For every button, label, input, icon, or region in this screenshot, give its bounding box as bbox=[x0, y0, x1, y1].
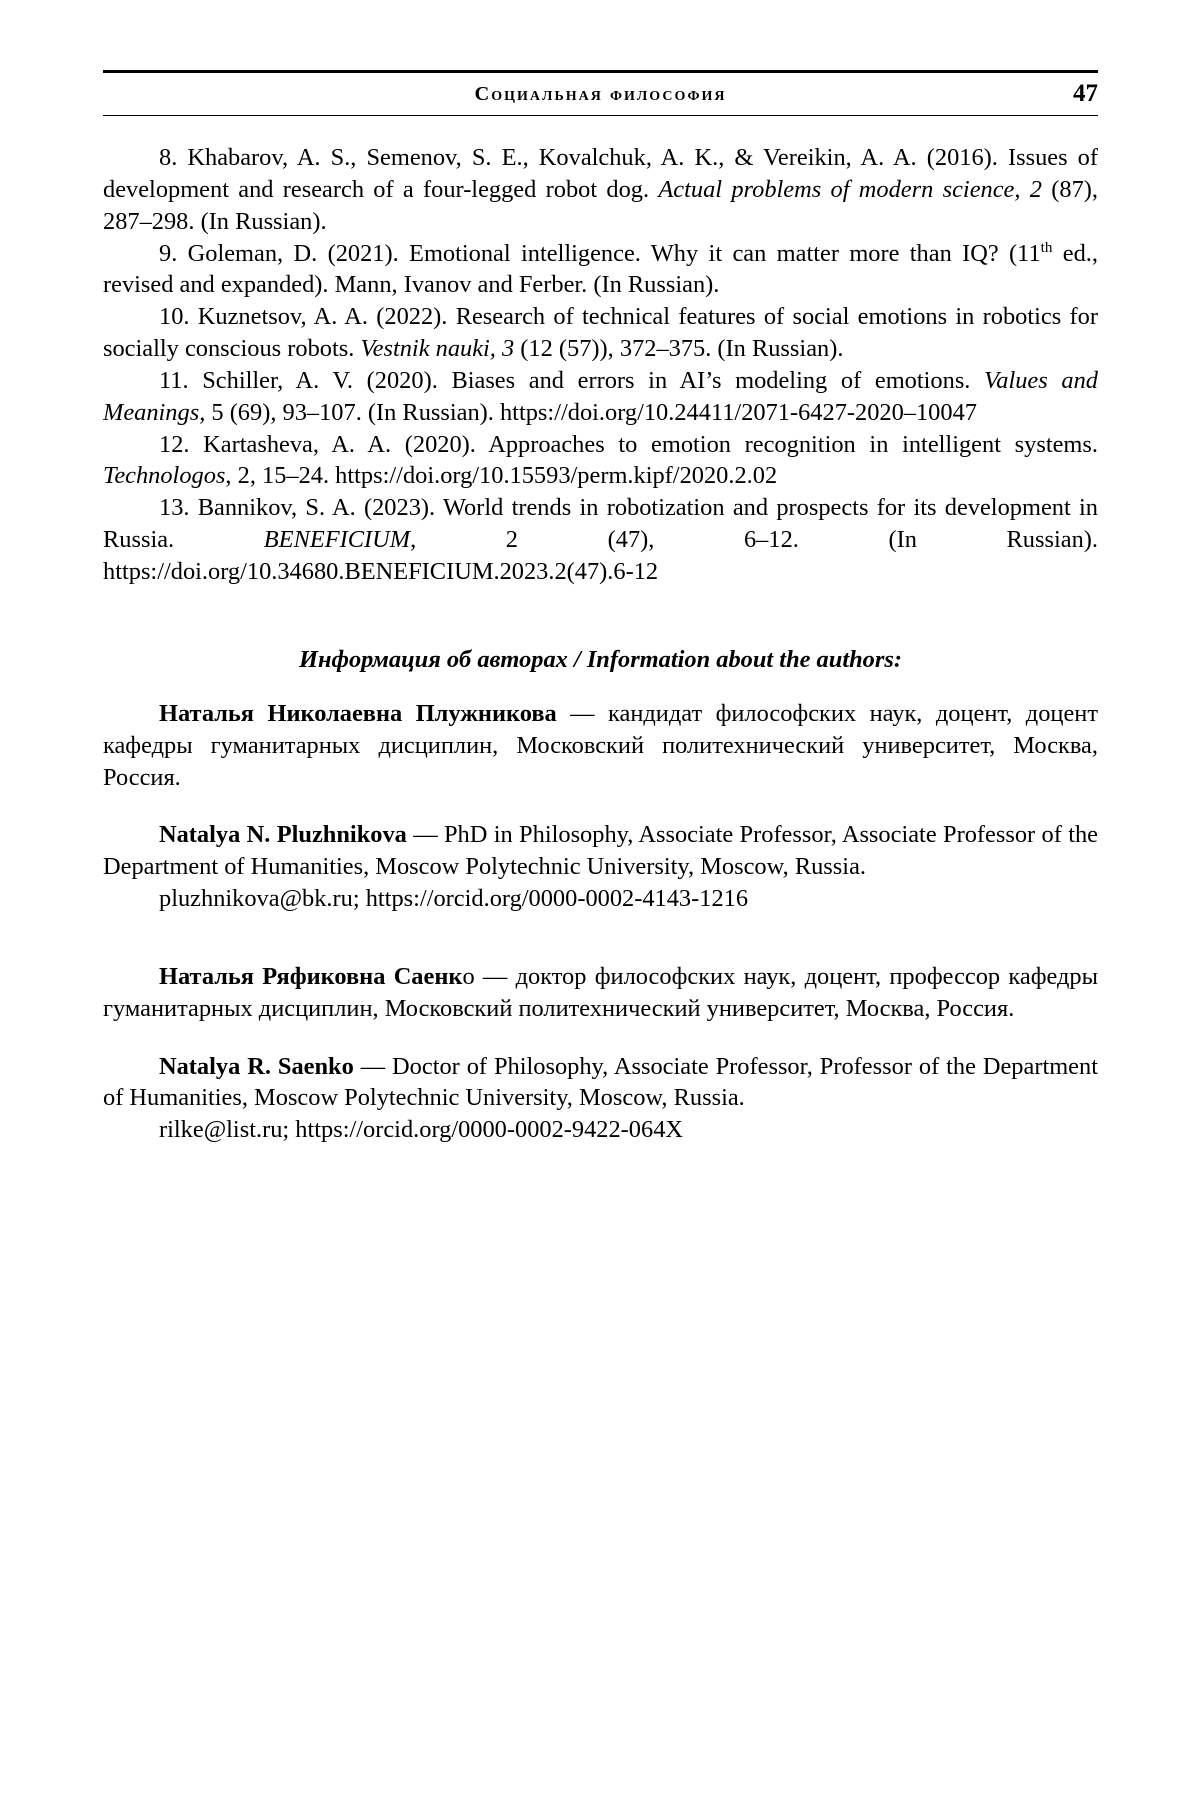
reference-item bbox=[103, 429, 1098, 493]
author-name-ru: Наталья Ряфиковна Саенк bbox=[159, 962, 463, 990]
reference-text-segment: Vestnik nauki, 3 bbox=[360, 335, 515, 363]
reference-text-segment: ed., revised and expanded). Mann, Ivanov and Ferber. (In Russian). bbox=[103, 239, 1098, 299]
author-contact[interactable]: pluzhnikova@bk.ru; https://orcid.org/0000-0002-4143-1216 bbox=[159, 885, 749, 913]
author-entry bbox=[103, 698, 1098, 915]
reference-text-segment: 2 (47), 6–12. (In Russian). https://doi.org/10.34680.BENEFICIUM.2023.2(47).6-12 bbox=[103, 526, 1099, 585]
author-affiliation-en: — Doctor of Philosophy, Associate Professor, Professor of the Department of Humanities, Moscow Polytechnic University, Moscow, Russia. bbox=[103, 1052, 1098, 1112]
author-bio-en bbox=[103, 819, 1098, 883]
reference-text-segment: 12. Kartasheva, A. A. (2020). Approaches to emotion recognition in intelligent systems. bbox=[159, 430, 1098, 458]
author-contact[interactable]: rilke@list.ru; https://orcid.org/0000-0002-9422-064X bbox=[159, 1116, 684, 1144]
reference-item bbox=[103, 238, 1098, 302]
reference-text-segment: (12 (57)), 372–375. (In Russian). bbox=[514, 335, 844, 363]
reference-item bbox=[103, 365, 1098, 429]
author-name-en: Natalya N. Pluzhnikova bbox=[159, 821, 407, 849]
running-head bbox=[103, 73, 1098, 115]
reference-text-segment: Actual problems of modern science, 2 bbox=[658, 175, 1042, 203]
page-number: 47 bbox=[1073, 80, 1098, 107]
reference-list bbox=[103, 142, 1098, 588]
reference-text-segment: 13. Bannikov, S. A. (2023). World trends in robotization and prospects for its development in Russia. bbox=[103, 494, 1098, 554]
reference-text-segment: 9. Goleman, D. (2021). Emotional intelligence. Why it can matter more than IQ? (11 bbox=[159, 239, 1041, 267]
reference-text-segment: 11. Schiller, A. V. (2020). Biases and errors in AI’s modeling of emotions. bbox=[159, 366, 985, 394]
reference-text-segment: Values and Meanings, bbox=[103, 366, 1098, 426]
author-bio-ru bbox=[103, 698, 1098, 794]
reference-item bbox=[103, 492, 1098, 588]
reference-text-segment: BENEFICIUM, bbox=[263, 526, 417, 554]
page-content bbox=[103, 70, 1098, 1146]
running-head-title: Социальная философия bbox=[474, 82, 727, 105]
reference-text-segment: th bbox=[1040, 239, 1053, 256]
reference-text-segment: 10. Kuznetsov, A. A. (2022). Research of technical features of social emotions in robotics for socially conscious robots. bbox=[103, 303, 1098, 363]
author-entry bbox=[103, 961, 1098, 1146]
header-rule-bottom bbox=[103, 115, 1098, 116]
reference-item bbox=[103, 142, 1098, 238]
reference-text-segment: (87), 287–298. (In Russian). bbox=[103, 175, 1098, 235]
authors-list bbox=[103, 698, 1098, 1146]
authors-section-heading: Информация об авторах / Information about the authors: bbox=[299, 645, 902, 673]
author-bio-en bbox=[103, 1051, 1098, 1115]
reference-text-segment: , 2, 15–24. https://doi.org/10.15593/perm.kipf/2020.2.02 bbox=[225, 462, 778, 490]
reference-text-segment: 8. Khabarov, A. S., Semenov, S. E., Kovalchuk, A. K., & Vereikin, A. A. (2016). Issues of development and research of a four-legged robot dog. bbox=[103, 144, 1098, 203]
reference-text-segment: 5 (69), 93–107. (In Russian). https://doi.org/10.24411/2071-6427-2020–10047 bbox=[205, 398, 977, 426]
reference-item bbox=[103, 301, 1098, 365]
author-name-en: Natalya R. Saenko bbox=[159, 1052, 354, 1080]
author-name-ru: Наталья Николаевна Плужникова bbox=[159, 699, 557, 727]
author-bio-ru bbox=[103, 961, 1098, 1025]
author-affiliation-ru: о — доктор философских наук, доцент, профессор кафедры гуманитарных дисциплин, Московский политехнический университет, Москва, Россия. bbox=[103, 962, 1098, 1022]
author-affiliation-ru: — кандидат философских наук, доцент, доцент кафедры гуманитарных дисциплин, Московский политехнический университет, Москва, Россия. bbox=[103, 699, 1098, 791]
author-affiliation-en: — PhD in Philosophy, Associate Professor, Associate Professor of the Department of Humanities, Moscow Polytechnic University, Moscow, Russia. bbox=[103, 821, 1098, 881]
reference-text-segment: Technologos bbox=[103, 462, 226, 490]
